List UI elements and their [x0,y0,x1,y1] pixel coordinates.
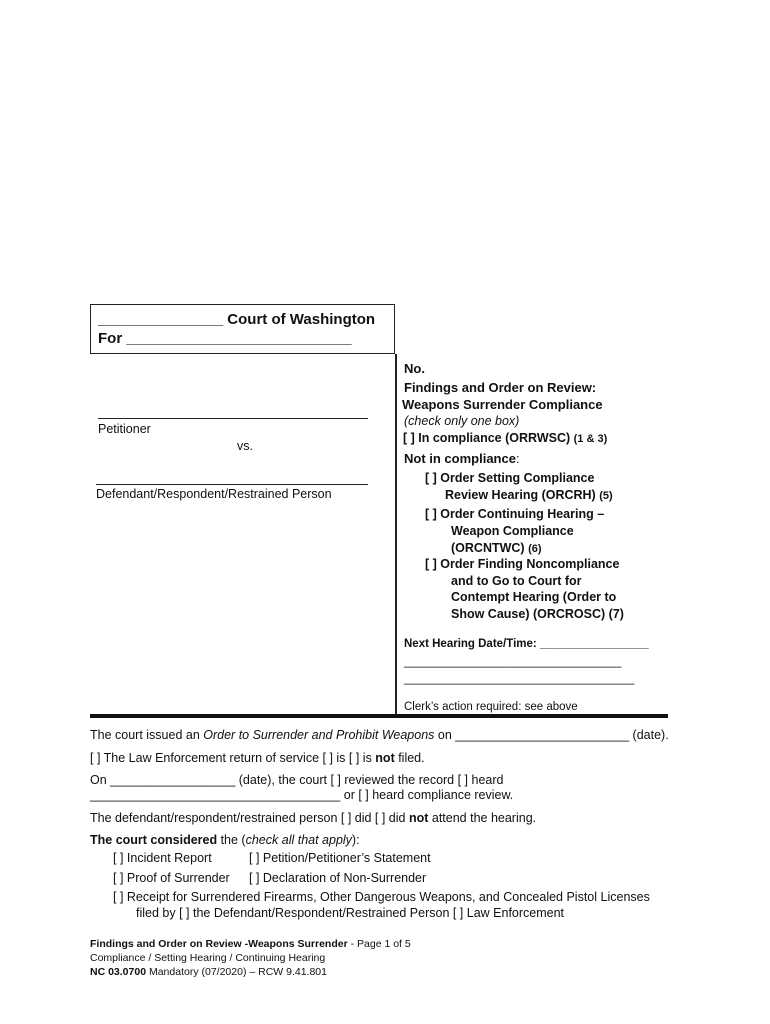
option-order-setting-line-2 [445,488,613,502]
law-enforcement-return-line [90,751,425,765]
receipt-filed-by-line[interactable]: filed by [ ] the Defendant/Respondent/Restrained Person [ ] Law Enforcement [136,906,565,920]
document-title-line-1: Findings and Order on Review: [404,380,597,395]
footer-title: Findings and Order on Review -Weapons Surrender [90,938,348,950]
next-hearing-date-field[interactable]: Next Hearing Date/Time: _________________ [404,638,649,650]
next-hearing-blank-1[interactable]: __________________________________ [404,656,622,668]
footer-page: - Page 1 of 5 [347,938,411,950]
lerr-text-a: [ ] The Law Enforcement return of service [ ] is [ ] is [90,751,376,765]
order-issued-title: Order to Surrender and Prohibit Weapons [203,728,435,742]
def-text-a: The defendant/respondent/restrained person [ ] did [ ] did [90,811,409,825]
order-issued-text-c: on _________________________ (date). [434,728,669,742]
checkbox-receipt-surrendered[interactable]: [ ] Receipt for Surrendered Firearms, Other Dangerous Weapons, and Concealed Pistol Licenses [113,890,650,904]
considered-text-c: check all that apply [245,833,352,847]
option-in-compliance-ref: (1 & 3) [573,433,608,445]
checkbox-petition-statement[interactable]: [ ] Petition/Petitioner’s Statement [249,851,431,865]
versus-label: vs. [237,439,253,453]
option-order-continuing-line-3 [451,541,542,555]
option-noncompliance-line-2: and to Go to Court for [451,574,582,588]
defendant-label: Defendant/Respondent/Restrained Person [96,487,332,501]
checkbox-incident-report[interactable]: [ ] Incident Report [113,851,212,865]
defendant-attendance-line [90,811,536,825]
lerr-text-not: not [375,751,395,765]
section-divider [90,714,668,718]
footer-form-number: NC 03.0700 [90,966,147,978]
def-text-not: not [408,811,429,825]
heard-compliance-line: ____________________________________ or [ ] heard compliance review. [90,788,514,802]
option-noncompliance-line-3: Contempt Hearing (Order to [451,590,617,604]
option-order-setting-ref: (5) [599,490,613,502]
checkbox-proof-of-surrender[interactable]: [ ] Proof of Surrender [113,871,230,885]
document-title-line-2: Weapons Surrender Compliance [402,397,603,412]
option-order-continuing-hearing[interactable]: [ ] Order Continuing Hearing – [425,507,605,521]
option-noncompliance-line-4: Show Cause) (ORCROSC) (7) [451,607,624,621]
option-in-compliance[interactable] [403,431,607,445]
option-order-finding-noncompliance[interactable]: [ ] Order Finding Noncompliance [425,557,620,571]
option-in-compliance-label: [ ] In compliance (ORRWSC) [403,431,571,445]
option-order-setting-text-2: Review Hearing (ORCRH) [445,488,596,502]
for-line: For ___________________________ [98,330,352,347]
order-issued-text-a: The court issued an [90,728,204,742]
option-order-continuing-line-2: Weapon Compliance [451,524,574,538]
def-text-c: attend the hearing. [428,811,537,825]
case-number-label: No. [404,361,425,376]
caption-divider [395,354,397,716]
option-order-setting-compliance[interactable]: [ ] Order Setting Compliance [425,471,595,485]
considered-text-a: The court considered [90,833,218,847]
clerk-action-note: Clerk’s action required: see above [404,701,578,713]
not-in-compliance-heading [404,451,520,466]
court-of-washington-line: _______________ Court of Washington [98,311,376,328]
checkbox-declaration-non-surrender[interactable]: [ ] Declaration of Non-Surrender [249,871,427,885]
court-considered-heading [90,833,360,847]
not-in-compliance-colon: : [515,451,520,466]
option-order-continuing-text-3: (ORCNTWC) [451,541,525,555]
order-issued-line [90,728,669,742]
footer-mandatory: Mandatory (07/2020) – RCW 9.41.801 [146,966,327,978]
option-order-continuing-ref: (6) [528,543,542,555]
petitioner-label: Petitioner [98,422,151,436]
considered-text-d: ): [351,833,360,847]
defendant-signature-line [96,484,368,485]
considered-text-b: the ( [217,833,246,847]
check-one-note: (check only one box) [404,414,520,428]
not-in-compliance-label: Not in compliance [404,451,516,466]
footer-line-2: Compliance / Setting Hearing / Continuing Hearing [90,952,326,964]
petitioner-signature-line [98,418,368,419]
footer-line-3 [90,966,327,978]
review-date-line: On __________________ (date), the court [ ] reviewed the record [ ] heard [90,773,504,787]
footer-title-line [90,938,411,950]
next-hearing-blank-2[interactable]: ____________________________________ [404,673,635,685]
lerr-text-c: filed. [394,751,425,765]
